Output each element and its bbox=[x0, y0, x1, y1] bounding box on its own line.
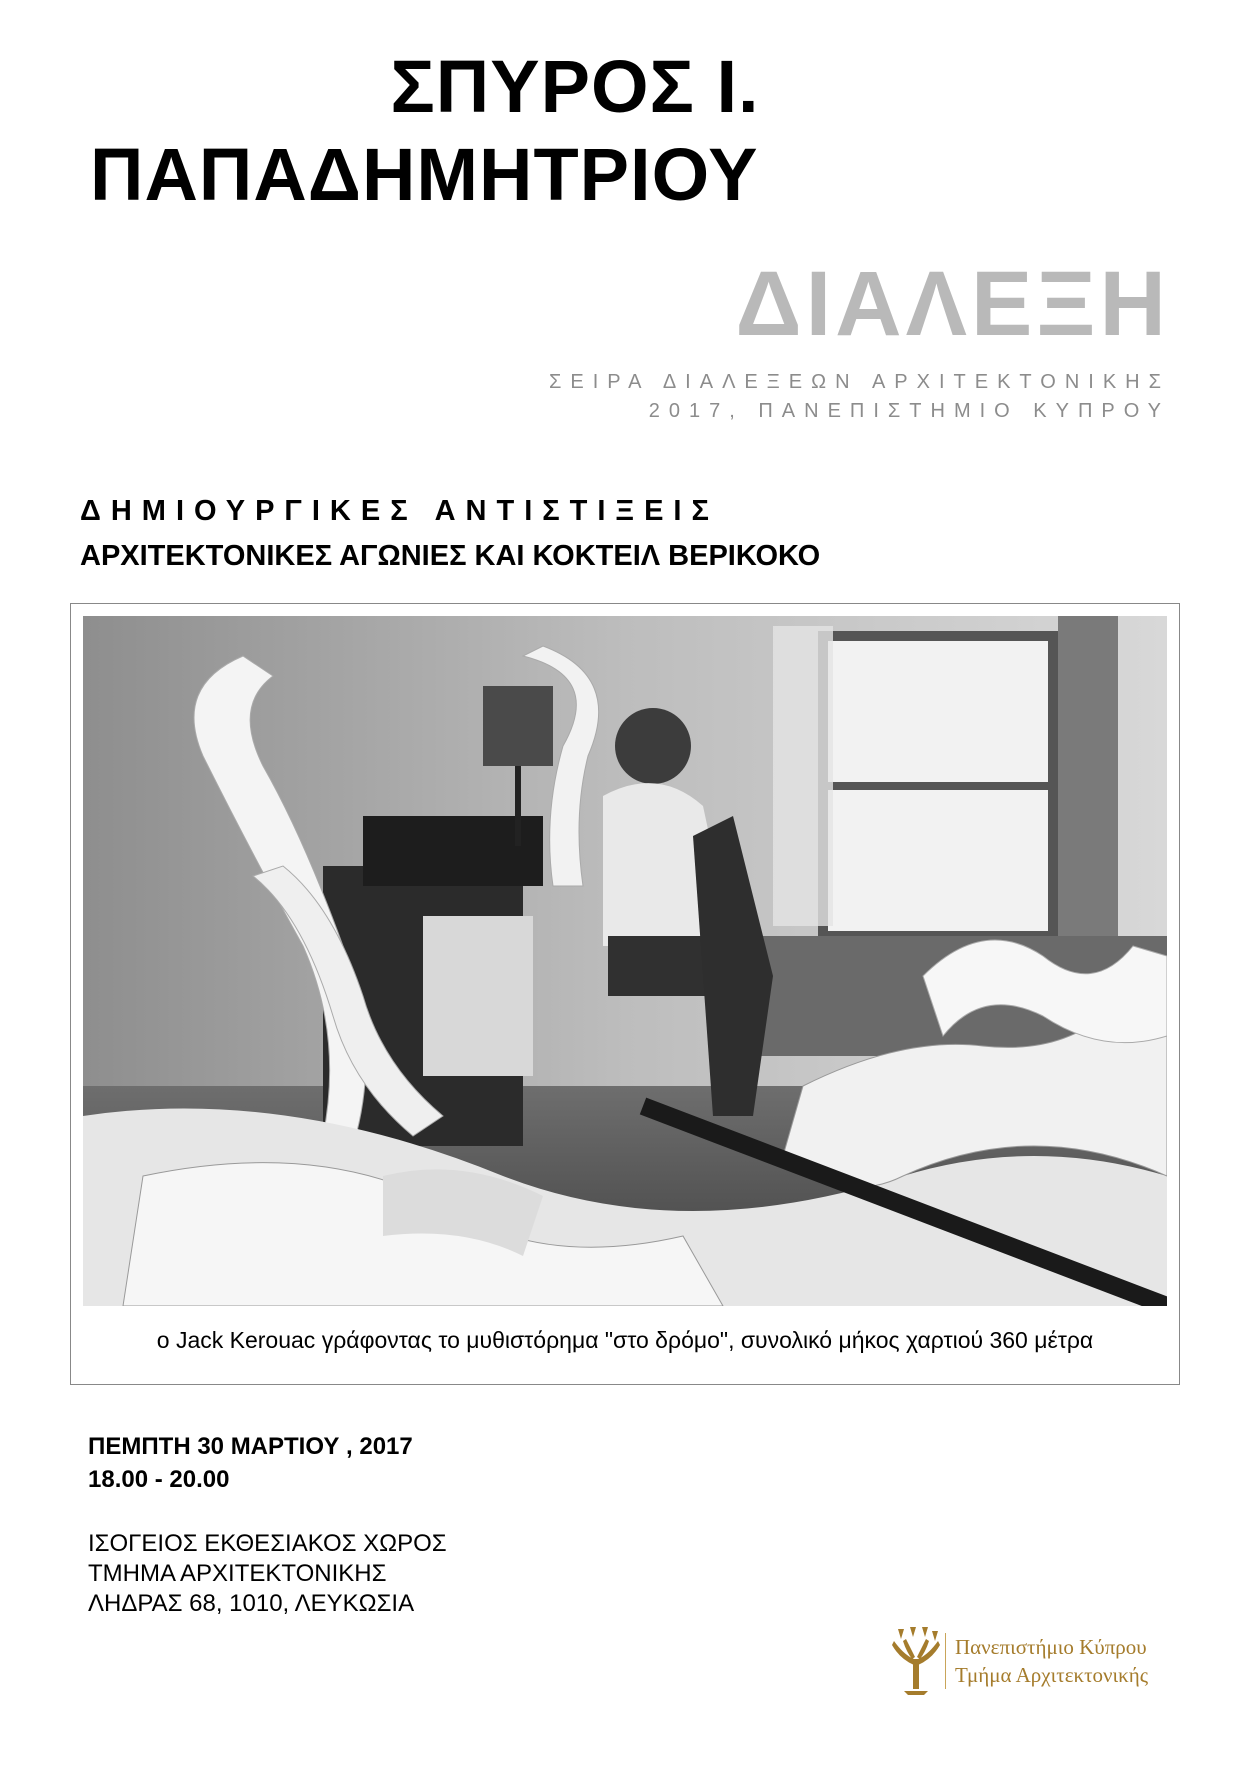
series-line-2: 2017, ΠΑΝΕΠΙΣΤΗΜΙΟ ΚΥΠΡΟΥ bbox=[648, 400, 1170, 422]
speaker-name-line1: ΣΠΥΡΟΣ Ι. bbox=[390, 45, 760, 128]
venue-line-1: ΙΣΟΓΕΙΟΣ ΕΚΘΕΣΙΑΚΟΣ ΧΩΡΟΣ bbox=[88, 1530, 447, 1557]
logo-department: Τμήμα Αρχιτεκτονικής bbox=[955, 1663, 1149, 1687]
venue-line-2: ΤΜΗΜΑ ΑΡΧΙΤΕΚΤΟΝΙΚΗΣ bbox=[88, 1560, 387, 1587]
photo-caption: ο Jack Kerouac γράφοντας το μυθιστόρημα "στο δρόμο", συνολικό μήκος χαρτιού 360 μέτρα bbox=[156, 1327, 1094, 1353]
photo-frame bbox=[70, 603, 1180, 1385]
event-time: 18.00 - 20.00 bbox=[88, 1466, 230, 1493]
lecture-heading: ΔΙΑΛΕΞΗ bbox=[735, 253, 1170, 355]
lecture-subtitle-1: ΔΗΜΙΟΥΡΓΙΚΕΣ ΑΝΤΙΣΤΙΞΕΙΣ bbox=[80, 495, 719, 527]
speaker-name-line2: ΠΑΠΑΔΗΜΗΤΡΙΟΥ bbox=[90, 133, 759, 216]
photo-illustration bbox=[83, 616, 1167, 1306]
university-logo bbox=[890, 1625, 1190, 1705]
logo-university: Πανεπιστήμιο Κύπρου bbox=[955, 1635, 1147, 1659]
lecture-subtitle-2: ΑΡΧΙΤΕΚΤΟΝΙΚΕΣ ΑΓΩΝΙΕΣ ΚΑΙ ΚΟΚΤΕΙΛ ΒΕΡΙΚΟΚΟ bbox=[80, 540, 821, 572]
event-date: ΠΕΜΠΤΗ 30 ΜΑΡΤΙΟΥ , 2017 bbox=[88, 1433, 413, 1460]
olive-tree-icon bbox=[890, 1625, 942, 1695]
logo-divider bbox=[945, 1633, 946, 1689]
kerouac-photo bbox=[83, 616, 1167, 1306]
venue-line-3: ΛΗΔΡΑΣ 68, 1010, ΛΕΥΚΩΣΙΑ bbox=[88, 1590, 415, 1617]
series-line-1: ΣΕΙΡΑ ΔΙΑΛΕΞΕΩΝ ΑΡΧΙΤΕΚΤΟΝΙΚΗΣ bbox=[549, 371, 1170, 393]
